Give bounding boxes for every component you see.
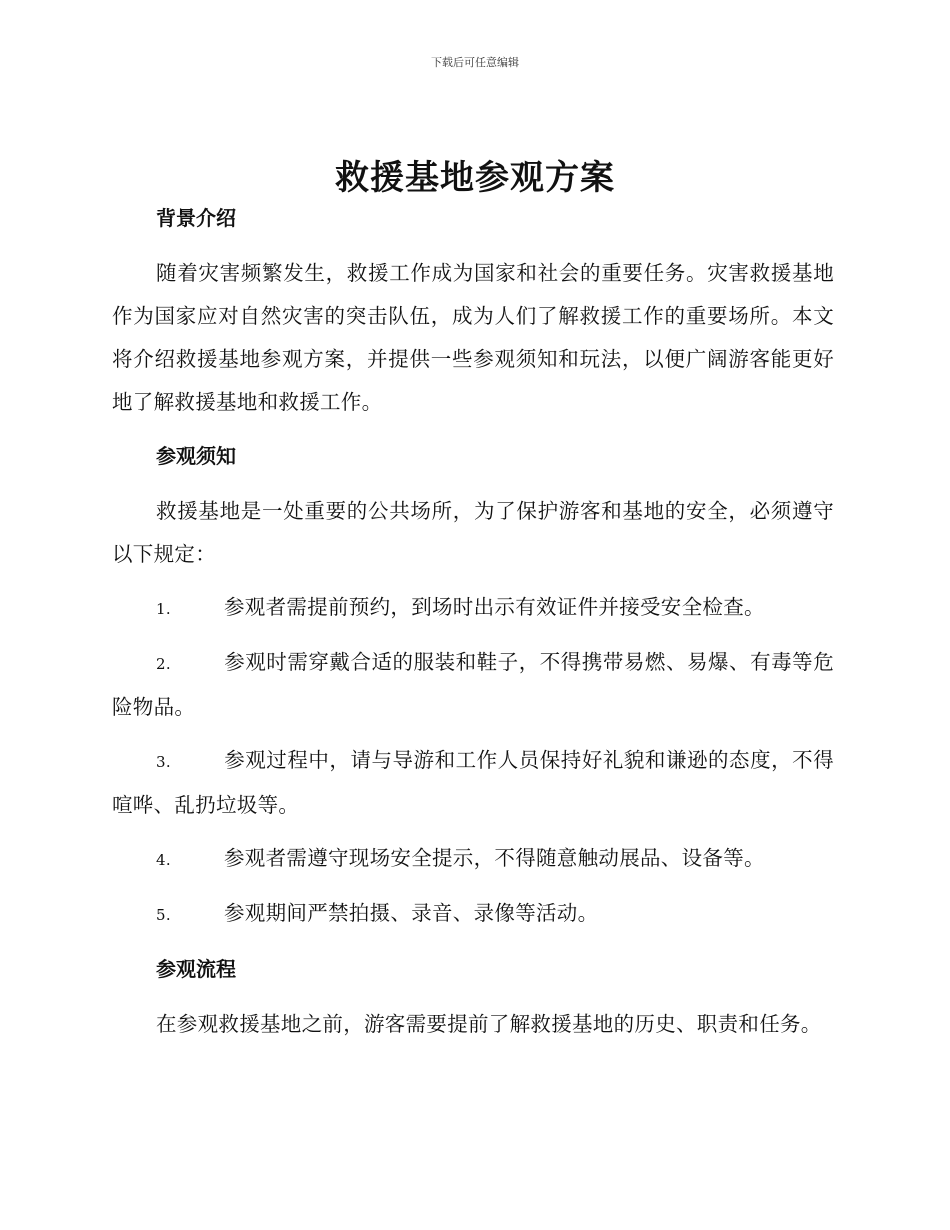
list-item-number: 2. xyxy=(156,655,171,673)
list-item xyxy=(112,739,834,827)
list-item-text: 参观者需遵守现场安全提示，不得随意触动展品、设备等。 xyxy=(224,846,765,870)
list-item-text: 参观期间严禁拍摄、录音、录像等活动。 xyxy=(224,901,599,925)
list-item xyxy=(112,641,834,729)
background-paragraph: 随着灾害频繁发生，救援工作成为国家和社会的重要任务。灾害救援基地作为国家应对自然灾害的突击队伍，成为人们了解救援工作的重要场所。本文将介绍救援基地参观方案，并提供一些参观须知和玩法，以便广阔游客能更好地了解救援基地和救援工作。 xyxy=(112,261,834,414)
list-item-number: 3. xyxy=(156,753,171,771)
document-body xyxy=(112,196,834,1046)
process-paragraph: 在参观救援基地之前，游客需要提前了解救援基地的历史、职责和任务。 xyxy=(156,1012,822,1036)
list-item xyxy=(112,586,834,631)
section-heading-background: 背景介绍 xyxy=(156,206,236,230)
header-note: 下载后可任意编辑 xyxy=(431,56,519,69)
notice-paragraph: 救援基地是一处重要的公共场所，为了保护游客和基地的安全，必须遵守以下规定： xyxy=(112,499,834,566)
list-item-text: 参观过程中，请与导游和工作人员保持好礼貌和谦逊的态度，不得喧哗、乱扔垃圾等。 xyxy=(112,748,834,817)
list-item xyxy=(112,892,834,937)
list-item-number: 1. xyxy=(156,600,171,618)
list-item-number: 5. xyxy=(156,906,171,924)
list-item-number: 4. xyxy=(156,851,171,869)
section-heading-notice: 参观须知 xyxy=(156,444,236,468)
list-item xyxy=(112,837,834,882)
section-heading-process: 参观流程 xyxy=(156,957,236,981)
list-item-text: 参观者需提前预约，到场时出示有效证件并接受安全检查。 xyxy=(224,595,765,619)
list-item-text: 参观时需穿戴合适的服装和鞋子，不得携带易燃、易爆、有毒等危险物品。 xyxy=(112,650,834,719)
document-title: 救援基地参观方案 xyxy=(335,158,615,198)
